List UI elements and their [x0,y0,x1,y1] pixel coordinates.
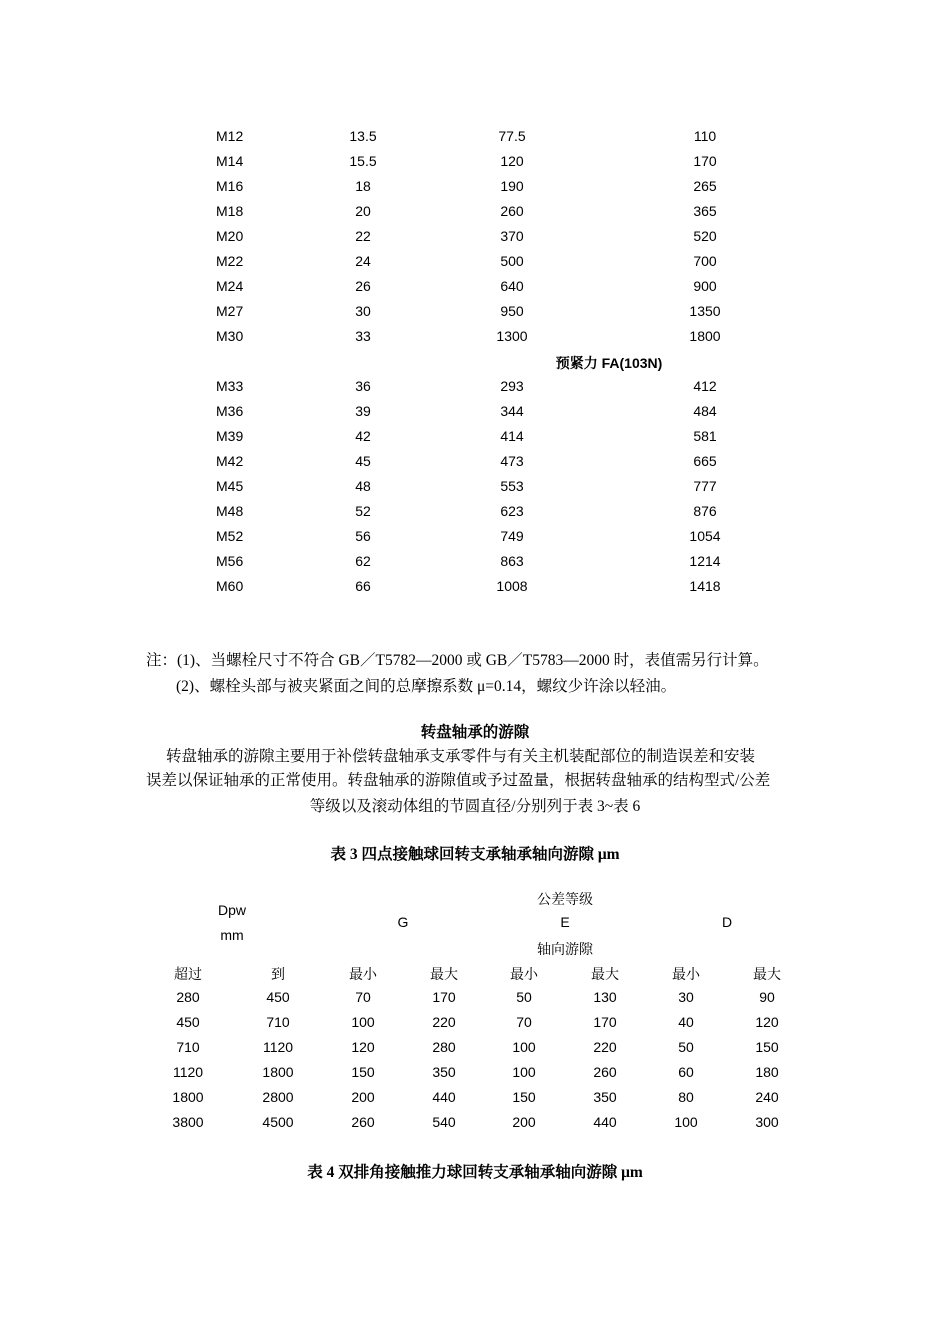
table-cell: 50 [516,989,532,1005]
column-header: 最大 [753,968,781,983]
column-header: 最大 [591,968,619,983]
table-cell: M27 [216,303,244,319]
table-cell: 66 [355,578,371,594]
table-cell: 20 [355,203,371,219]
table-cell: 220 [432,1014,456,1030]
table-cell: 370 [500,228,524,244]
table-cell: 1350 [689,303,721,319]
table-cell: 18 [355,178,371,194]
table-row [0,989,950,1009]
table-cell: 265 [693,178,717,194]
preload-subheader: 预紧力 FA(103N) [555,355,663,371]
table-cell: 40 [678,1014,694,1030]
table-cell: 70 [516,1014,532,1030]
table-cell: 100 [674,1114,698,1130]
table-cell: 130 [593,989,617,1005]
table-cell: 220 [593,1039,617,1055]
table-cell: 150 [351,1064,375,1080]
grade-d: D [721,914,733,930]
table-cell: 344 [500,403,524,419]
table-row [0,453,950,473]
table-row [0,1064,950,1084]
table-row [0,428,950,448]
table-cell: 48 [355,478,371,494]
table-cell: 710 [176,1039,200,1055]
table-cell: 280 [176,989,200,1005]
tolerance-grade-label: 公差等级 [537,893,593,908]
table-cell: 150 [512,1089,536,1105]
table-cell: 52 [355,503,371,519]
table-cell: M56 [216,553,244,569]
table-cell: 623 [500,503,524,519]
table-cell: 15.5 [349,153,377,169]
table-cell: 700 [693,253,717,269]
table-cell: 500 [500,253,524,269]
table-cell: 45 [355,453,371,469]
table-cell: 260 [593,1064,617,1080]
table-row [0,578,950,598]
table-cell: 473 [500,453,524,469]
table-cell: M39 [216,428,244,444]
table-cell: 777 [693,478,717,494]
paragraph-line-3: 等级以及滚动体组的节圆直径/分别列于表 3~表 6 [309,798,641,815]
table-cell: 200 [512,1114,536,1130]
grade-e: E [560,914,570,930]
table-cell: 350 [593,1089,617,1105]
table-cell: M42 [216,453,244,469]
table-row [0,278,950,298]
table-cell: 863 [500,553,524,569]
table-cell: M30 [216,328,244,344]
table3-caption: 表 3 四点接触球回转支承轴承轴向游隙 μm [330,846,620,863]
table-cell: M14 [216,153,244,169]
table-cell: 50 [678,1039,694,1055]
table-cell: 581 [693,428,717,444]
table-cell: 365 [693,203,717,219]
table-row [0,378,950,398]
table-cell: 70 [355,989,371,1005]
column-header: 超过 [174,968,202,983]
table-row [0,128,950,148]
table-row [0,528,950,548]
table-cell: 100 [351,1014,375,1030]
table-cell: 412 [693,378,717,394]
table-cell: 520 [693,228,717,244]
table-cell: 77.5 [498,128,526,144]
table-cell: 293 [500,378,524,394]
table-cell: 30 [678,989,694,1005]
table-cell: 120 [500,153,524,169]
table-cell: 350 [432,1064,456,1080]
table-cell: 2800 [262,1089,294,1105]
table-cell: 24 [355,253,371,269]
table-row [0,1014,950,1034]
table-row [0,1039,950,1059]
table-cell: 665 [693,453,717,469]
table-row [0,303,950,323]
column-header: 到 [271,968,285,983]
table-cell: 1800 [262,1064,294,1080]
table-row [0,153,950,173]
table-cell: 1300 [496,328,528,344]
table-row [0,203,950,223]
table-cell: 42 [355,428,371,444]
column-header: 最大 [430,968,458,983]
table-cell: 749 [500,528,524,544]
table-cell: 60 [678,1064,694,1080]
table-row [0,503,950,523]
table-cell: 300 [755,1114,779,1130]
table-cell: 1214 [689,553,721,569]
table-cell: 120 [755,1014,779,1030]
table4-caption: 表 4 双排角接触推力球回转支承轴承轴向游隙 μm [307,1164,643,1181]
table-cell: 710 [266,1014,290,1030]
table-cell: 170 [593,1014,617,1030]
table-row [0,553,950,573]
table-cell: 110 [693,128,717,144]
table-cell: 30 [355,303,371,319]
table-cell: 180 [755,1064,779,1080]
table-cell: 553 [500,478,524,494]
table-cell: M48 [216,503,244,519]
table-cell: 900 [693,278,717,294]
table-cell: 414 [500,428,524,444]
table-cell: 170 [432,989,456,1005]
table-cell: 90 [759,989,775,1005]
table-cell: 13.5 [349,128,377,144]
table-cell: 26 [355,278,371,294]
table-cell: 1418 [689,578,721,594]
axial-clearance-label: 轴向游隙 [537,943,593,958]
table-cell: 62 [355,553,371,569]
table-cell: 240 [755,1089,779,1105]
table-row [0,478,950,498]
table-cell: 1800 [689,328,721,344]
table-cell: 1800 [172,1089,204,1105]
table-cell: M16 [216,178,244,194]
table3-column-headers [0,964,950,984]
table-cell: 200 [351,1089,375,1105]
table-cell: 22 [355,228,371,244]
table-cell: 150 [755,1039,779,1055]
table-cell: 440 [593,1114,617,1130]
table-cell: M22 [216,253,244,269]
table-cell: 3800 [172,1114,204,1130]
table-cell: 260 [351,1114,375,1130]
paragraph-line-1: 转盘轴承的游隙主要用于补偿转盘轴承支承零件与有关主机装配部位的制造误差和安装 [166,748,756,765]
table-cell: 120 [351,1039,375,1055]
table-cell: M24 [216,278,244,294]
table-cell: 36 [355,378,371,394]
table-cell: 540 [432,1114,456,1130]
table-cell: 1054 [689,528,721,544]
table-cell: 100 [512,1064,536,1080]
table-cell: 56 [355,528,371,544]
table-cell: 100 [512,1039,536,1055]
note-1: 注：(1)、当螺栓尺寸不符合 GB／T5782—2000 或 GB／T5783—2000 时，表值需另行计算。 [146,652,769,669]
table-cell: 950 [500,303,524,319]
table-cell: 440 [432,1089,456,1105]
table-cell: M52 [216,528,244,544]
column-header: 最小 [510,968,538,983]
table-cell: 80 [678,1089,694,1105]
table-cell: 484 [693,403,717,419]
table-cell: 4500 [262,1114,294,1130]
grade-g: G [397,914,409,930]
table-cell: 280 [432,1039,456,1055]
table-row [0,228,950,248]
table-cell: M12 [216,128,244,144]
table-cell: 39 [355,403,371,419]
table-cell: 640 [500,278,524,294]
table-cell: 450 [176,1014,200,1030]
table-cell: M45 [216,478,244,494]
table-cell: M60 [216,578,244,594]
column-header: 最小 [672,968,700,983]
table-cell: 1120 [172,1064,204,1080]
table-cell: 1008 [496,578,528,594]
table-cell: M33 [216,378,244,394]
table-cell: 170 [693,153,717,169]
table-row [0,1089,950,1109]
table-row [0,178,950,198]
table-cell: M36 [216,403,244,419]
table-row [0,328,950,348]
table-cell: 450 [266,989,290,1005]
section-heading: 转盘轴承的游隙 [420,724,530,741]
table-row [0,253,950,273]
table-cell: 1120 [262,1039,294,1055]
table-row [0,1114,950,1134]
dpw-label: Dpw [217,902,247,918]
table-cell: 33 [355,328,371,344]
paragraph-line-2: 误差以保证轴承的正常使用。转盘轴承的游隙值或予过盈量，根据转盘轴承的结构型式/公差 [146,772,771,789]
table-cell: M18 [216,203,244,219]
note-2: (2)、螺栓头部与被夹紧面之间的总摩擦系数 μ=0.14，螺纹少许涂以轻油。 [176,678,677,695]
table-row [0,403,950,423]
table-cell: 876 [693,503,717,519]
column-header: 最小 [349,968,377,983]
mm-label: mm [220,927,244,943]
table-cell: M20 [216,228,244,244]
table-cell: 260 [500,203,524,219]
table-cell: 190 [500,178,524,194]
